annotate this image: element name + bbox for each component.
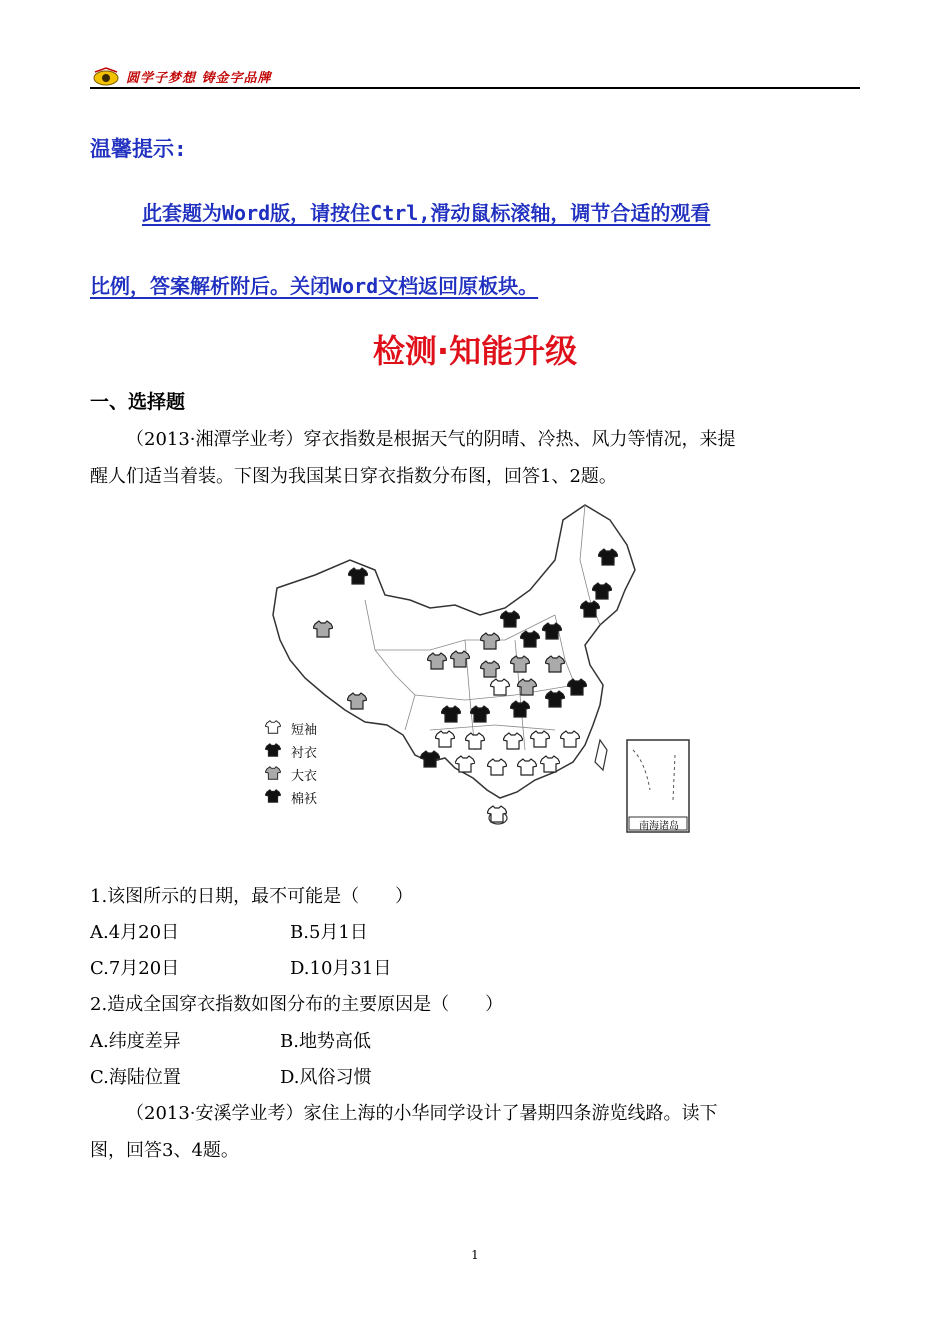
header-slogan: 圆学子梦想 铸金字品牌 [126, 71, 272, 86]
china-clothing-index-map [255, 500, 695, 840]
question-2-option-a[interactable]: A.纬度差异 [90, 1031, 181, 1052]
question-2-option-b[interactable]: B.地势高低 [280, 1031, 371, 1052]
part-heading: 一、选择题 [90, 391, 186, 413]
logo-icon [92, 67, 120, 87]
legend-label-padded-jacket: 棉袄 [291, 792, 318, 807]
question-1-stem: 1.该图所示的日期，最不可能是（ ） [90, 886, 414, 907]
question-1-option-c[interactable]: C.7月20日 [90, 958, 180, 979]
question-2-option-d[interactable]: D.风俗习惯 [280, 1067, 372, 1088]
legend-label-shirt: 衬衣 [291, 746, 318, 761]
tip-line-2[interactable]: 比例，答案解析附后。关闭Word文档返回原板块。 [90, 274, 539, 298]
question-1-option-b[interactable]: B.5月1日 [290, 922, 368, 943]
question-1-option-d[interactable]: D.10月31日 [290, 958, 392, 979]
passage-2-line-2: 图，回答3、4题。 [90, 1140, 239, 1161]
inset-label: 南海诸岛 [639, 821, 679, 832]
question-1-option-a[interactable]: A.4月20日 [90, 922, 180, 943]
map-figure [255, 500, 695, 840]
passage-1-line-2: 醒人们适当着装。下图为我国某日穿衣指数分布图，回答1、2题。 [90, 466, 617, 487]
map-legend [265, 721, 281, 802]
passage-2-line-1: （2013·安溪学业考）家住上海的小华同学设计了暑期四条游览线路。读下 [126, 1103, 718, 1124]
page-number: 1 [471, 1248, 479, 1262]
question-2-option-c[interactable]: C.海陆位置 [90, 1067, 181, 1088]
header-divider [90, 87, 860, 89]
passage-1-line-1: （2013·湘潭学业考）穿衣指数是根据天气的阴晴、冷热、风力等情况，来提 [126, 429, 736, 450]
legend-label-short-sleeve: 短袖 [291, 723, 318, 738]
tip-line-1[interactable]: 此套题为Word版，请按住Ctrl,滑动鼠标滚轴，调节合适的观看 [142, 201, 711, 225]
tip-title: 温馨提示: [90, 137, 187, 161]
question-2-stem: 2.造成全国穿衣指数如图分布的主要原因是（ ） [90, 994, 504, 1015]
section-title: 检测·知能升级 [372, 332, 578, 370]
legend-label-coat: 大衣 [291, 769, 318, 784]
